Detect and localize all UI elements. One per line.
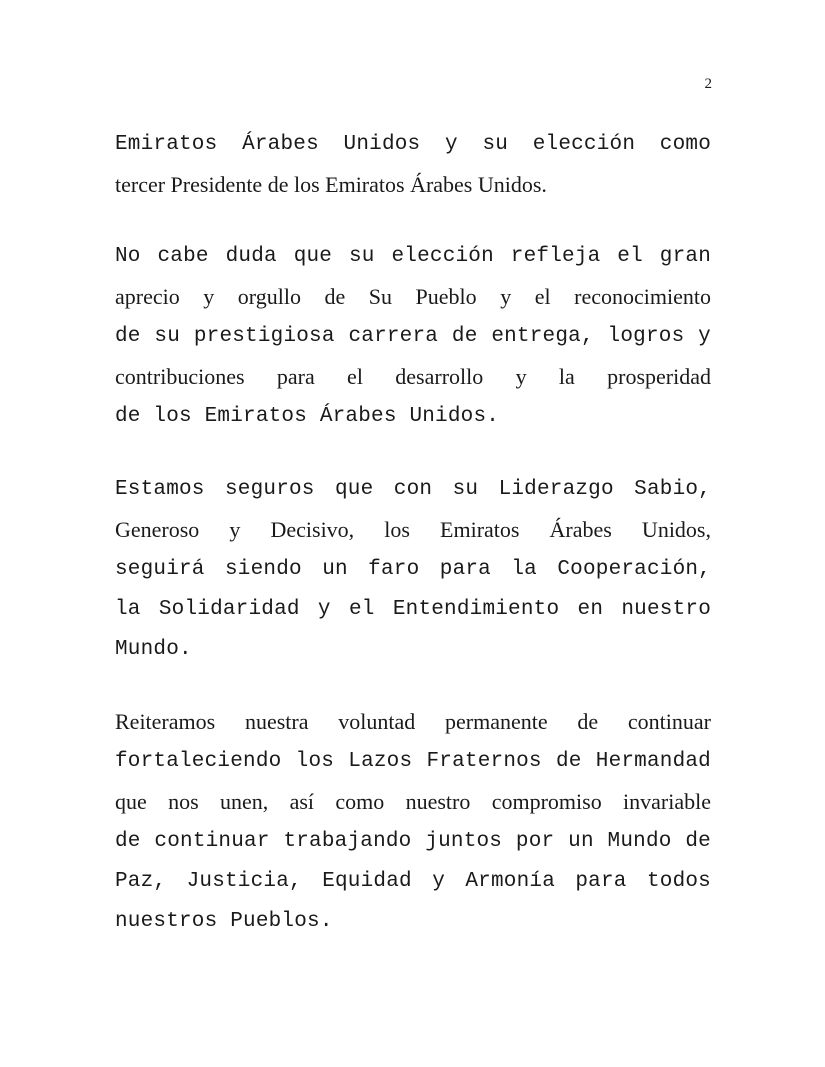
paragraph-line: Estamos seguros que con su Liderazgo Sabio, bbox=[115, 478, 711, 501]
paragraph-line: tercer Presidente de los Emiratos Árabes Unidos. bbox=[115, 172, 547, 197]
paragraph-line: Generoso y Decisivo, los Emiratos Árabes Unidos, bbox=[115, 517, 711, 542]
paragraph-line: que nos unen, así como nuestro compromiso invariable bbox=[115, 789, 711, 814]
paragraph-2 bbox=[115, 237, 711, 437]
paragraph-3 bbox=[115, 470, 711, 670]
paragraph-line: Emiratos Árabes Unidos y su elección como bbox=[115, 133, 711, 156]
paragraph-line: fortaleciendo los Lazos Fraternos de Hermandad bbox=[115, 750, 711, 773]
paragraph-line: nuestros Pueblos. bbox=[115, 910, 333, 933]
paragraph-line: la Solidaridad y el Entendimiento en nuestro bbox=[115, 598, 711, 621]
paragraph-line: contribuciones para el desarrollo y la prosperidad bbox=[115, 364, 711, 389]
paragraph-4 bbox=[115, 702, 711, 942]
paragraph-line: de su prestigiosa carrera de entrega, logros y bbox=[115, 325, 711, 348]
page-number: 2 bbox=[704, 76, 712, 92]
paragraph-line: Mundo. bbox=[115, 638, 192, 661]
paragraph-1 bbox=[115, 125, 711, 205]
paragraph-line: de los Emiratos Árabes Unidos. bbox=[115, 405, 500, 428]
paragraph-line: No cabe duda que su elección refleja el gran bbox=[115, 245, 711, 268]
paragraph-line: Reiteramos nuestra voluntad permanente de continuar bbox=[115, 709, 711, 734]
paragraph-line: de continuar trabajando juntos por un Mundo de bbox=[115, 830, 711, 853]
paragraph-line: seguirá siendo un faro para la Cooperación, bbox=[115, 558, 711, 581]
paragraph-line: aprecio y orgullo de Su Pueblo y el reconocimiento bbox=[115, 284, 711, 309]
paragraph-line: Paz, Justicia, Equidad y Armonía para todos bbox=[115, 870, 711, 893]
